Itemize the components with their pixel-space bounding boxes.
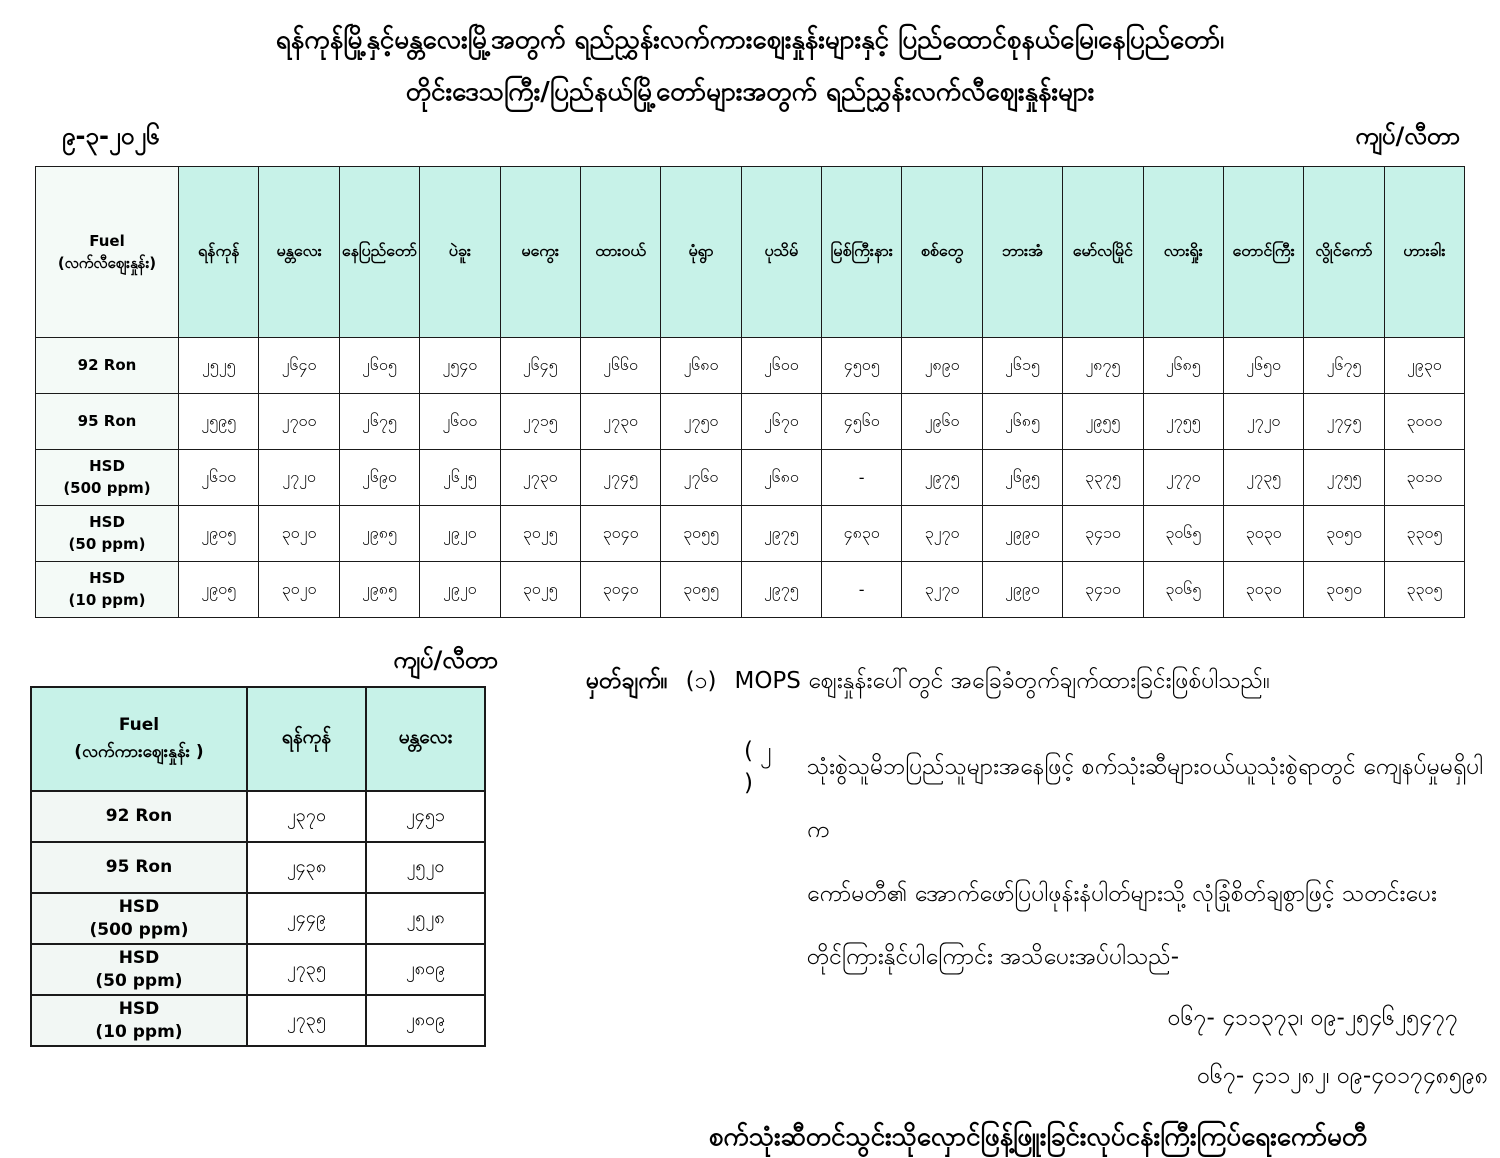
report-date: ၉-၃-၂၀၂၆ bbox=[62, 122, 160, 150]
price-cell: ၂၅၂၈ bbox=[366, 893, 485, 944]
price-row bbox=[31, 842, 485, 893]
price-cell: ၂၅၂၅ bbox=[179, 338, 259, 394]
price-cell: ၂၆၅၀ bbox=[1223, 338, 1303, 394]
price-cell: ၃၀၄၀ bbox=[580, 562, 660, 618]
fuel-row-label bbox=[36, 506, 179, 562]
price-row bbox=[36, 562, 1465, 618]
price-cell: ၂၇၅၀ bbox=[661, 394, 741, 450]
price-cell: ၂၉၇၅ bbox=[902, 450, 982, 506]
price-cell: ၂၆၁၅ bbox=[982, 338, 1062, 394]
price-cell: ၂၆၄၀ bbox=[259, 338, 339, 394]
price-cell: ၂၉၉၀ bbox=[982, 562, 1062, 618]
price-row bbox=[31, 893, 485, 944]
price-row bbox=[31, 791, 485, 842]
fuel-row-label bbox=[31, 893, 247, 944]
price-cell: ၃၃၀၅ bbox=[1384, 562, 1464, 618]
price-cell: ၂၆၄၅ bbox=[500, 338, 580, 394]
column-header-city: နေပြည်တော် bbox=[339, 167, 419, 338]
price-cell: ၃၀၅၅ bbox=[661, 506, 741, 562]
price-cell: ၂၄၃၈ bbox=[247, 842, 366, 893]
price-cell: ၂၆၉၅ bbox=[982, 450, 1062, 506]
notes-heading: မှတ်ချက်။ bbox=[586, 668, 668, 694]
price-cell: ၂၉၀၅ bbox=[179, 506, 259, 562]
price-cell: ၂၉၉၀ bbox=[982, 506, 1062, 562]
fuel-row-label bbox=[31, 842, 247, 893]
price-cell: ၂၇၃၀ bbox=[500, 450, 580, 506]
note2-line-1: သုံးစွဲသူမိဘပြည်သူများအနေဖြင့် စက်သုံးဆီများဝယ်ယူသုံးစွဲရာတွင် ကျေနပ်မှုမရှိပါက bbox=[806, 754, 1484, 844]
column-header-city: မော်လမြိုင် bbox=[1063, 167, 1143, 338]
price-cell: ၂၉၇၅ bbox=[741, 506, 821, 562]
fuel-row-label bbox=[31, 944, 247, 995]
price-cell: ၃၀၃၀ bbox=[1223, 562, 1303, 618]
fuel-name: HSD bbox=[89, 456, 125, 475]
fuel-row-label bbox=[36, 394, 179, 450]
column-header-city: ရန်ကုန် bbox=[179, 167, 259, 338]
price-cell: ၂၉၂၀ bbox=[420, 506, 500, 562]
price-cell: ၂၇၀၀ bbox=[259, 394, 339, 450]
fuel-row-label bbox=[36, 338, 179, 394]
price-cell: ၂၈၀၉ bbox=[366, 995, 485, 1046]
price-cell: ၂၆၁၀ bbox=[179, 450, 259, 506]
fuel-grade: (10 ppm) bbox=[95, 1021, 183, 1042]
unit-label-retail: ကျပ်/လီတာ bbox=[1355, 122, 1460, 150]
price-cell: ၃၀၆၅ bbox=[1143, 506, 1223, 562]
note-item-1 bbox=[586, 666, 1490, 700]
fuel-header-line2: (လက်လီဈေးနှုန်း) bbox=[57, 254, 157, 272]
price-cell: ၂၇၁၅ bbox=[500, 394, 580, 450]
price-cell: ၂၈၇၅ bbox=[1063, 338, 1143, 394]
price-cell: ၂၉၈၅ bbox=[339, 562, 419, 618]
price-cell: ၄၅၆၀ bbox=[822, 394, 902, 450]
note2-line-2: ကော်မတီ၏ အောက်ဖော်ပြပါဖုန်းနံပါတ်များသို့ လုံခြုံစိတ်ချစွာဖြင့် သတင်းပေး bbox=[806, 880, 1437, 907]
price-cell: ၂၅၉၅ bbox=[179, 394, 259, 450]
price-cell: ၃၂၇၀ bbox=[902, 562, 982, 618]
meta-row bbox=[0, 118, 1500, 162]
fuel-row-label bbox=[36, 562, 179, 618]
price-cell: ၃၀၂၀ bbox=[259, 562, 339, 618]
fuel-grade: (500 ppm) bbox=[89, 919, 189, 940]
wholesale-header-row bbox=[31, 687, 485, 791]
column-header-city: တောင်ကြီး bbox=[1223, 167, 1303, 338]
price-cell: ၃၀၂၅ bbox=[500, 562, 580, 618]
price-cell: ၃၀၃၀ bbox=[1223, 506, 1303, 562]
price-cell: ၂၆၀၀ bbox=[741, 338, 821, 394]
column-header-city: မုံရွာ bbox=[661, 167, 741, 338]
price-cell: ၂၉၈၅ bbox=[339, 506, 419, 562]
column-header-city: လားရှိုး bbox=[1143, 167, 1223, 338]
wholesale-price-table bbox=[30, 686, 486, 1047]
price-cell: ၂၅၄၀ bbox=[420, 338, 500, 394]
fuel-header-line2: (လက်ကားဈေးနှုန်း ) bbox=[74, 742, 204, 762]
fuel-grade: (10 ppm) bbox=[68, 590, 146, 609]
price-cell: ၂၇၆၀ bbox=[661, 450, 741, 506]
price-cell: ၂၄၄၉ bbox=[247, 893, 366, 944]
fuel-header-line1: Fuel bbox=[89, 231, 125, 250]
column-header-city: လွိုင်ကော် bbox=[1304, 167, 1384, 338]
price-cell: ၃၀၅၀ bbox=[1304, 506, 1384, 562]
price-cell: ၂၆၈၀ bbox=[661, 338, 741, 394]
fuel-grade: (50 ppm) bbox=[95, 970, 183, 991]
price-cell: ၂၃၇၀ bbox=[247, 791, 366, 842]
price-cell: ၃၀၅၀ bbox=[1304, 562, 1384, 618]
price-cell: ၃၄၁၀ bbox=[1063, 562, 1143, 618]
column-header-city: ရန်ကုန် bbox=[247, 687, 366, 791]
price-cell: ၄၅၀၅ bbox=[822, 338, 902, 394]
price-row bbox=[31, 944, 485, 995]
price-cell: ၂၆၂၅ bbox=[420, 450, 500, 506]
phone-number-1: ၀၆၇- ၄၁၁၃၇၃၊ ၀၉-၂၅၄၆၂၅၄၇၇ bbox=[1167, 1005, 1458, 1031]
price-cell: ၂၉၅၅ bbox=[1063, 394, 1143, 450]
note2-text bbox=[807, 736, 1490, 989]
fuel-name: HSD bbox=[118, 998, 160, 1019]
price-cell: ၂၇၇၀ bbox=[1143, 450, 1223, 506]
note-item-2 bbox=[744, 736, 1490, 989]
column-header-city: မန္တလေး bbox=[259, 167, 339, 338]
price-cell: ၂၉၂၀ bbox=[420, 562, 500, 618]
fuel-name: 95 Ron bbox=[77, 411, 137, 430]
retail-header-row bbox=[36, 167, 1465, 338]
column-header-city: မြစ်ကြီးနား bbox=[822, 167, 902, 338]
page-title bbox=[0, 0, 1500, 118]
price-cell: ၂၅၂၀ bbox=[366, 842, 485, 893]
retail-price-table bbox=[35, 166, 1465, 618]
price-cell: ၂၇၃၅ bbox=[247, 944, 366, 995]
column-header-city: ပုသိမ် bbox=[741, 167, 821, 338]
fuel-name: 95 Ron bbox=[105, 857, 173, 878]
price-cell: ၂၆၈၅ bbox=[982, 394, 1062, 450]
price-cell: ၃၀၄၀ bbox=[580, 506, 660, 562]
fuel-row-label bbox=[31, 791, 247, 842]
price-cell: ၂၉၃၀ bbox=[1384, 338, 1464, 394]
note1-text: MOPS ဈေးနှုန်းပေါ်တွင် အခြေခံတွက်ချက်ထားခြင်းဖြစ်ပါသည်။ bbox=[734, 668, 1270, 694]
price-cell: ၂၇၃၀ bbox=[580, 394, 660, 450]
price-cell: ၃၃၇၅ bbox=[1063, 450, 1143, 506]
fuel-name: HSD bbox=[89, 512, 125, 531]
fuel-name: 92 Ron bbox=[77, 355, 137, 374]
price-cell: ၂၇၅၅ bbox=[1143, 394, 1223, 450]
price-cell: ၂၈၀၉ bbox=[366, 944, 485, 995]
column-header-city: ပဲခူး bbox=[420, 167, 500, 338]
price-cell: ၂၉၆၀ bbox=[902, 394, 982, 450]
price-cell: ၂၈၉၀ bbox=[902, 338, 982, 394]
price-row bbox=[36, 338, 1465, 394]
price-cell: ၂၆၇၅ bbox=[1304, 338, 1384, 394]
fuel-column-header bbox=[31, 687, 247, 791]
price-cell: ၂၄၅၁ bbox=[366, 791, 485, 842]
price-cell: ၂၇၃၅ bbox=[1223, 450, 1303, 506]
price-cell: ၂၉၇၅ bbox=[741, 562, 821, 618]
fuel-name: 92 Ron bbox=[105, 806, 173, 827]
price-cell: ၂၆၆၀ bbox=[580, 338, 660, 394]
price-cell: ၃၀၂၅ bbox=[500, 506, 580, 562]
price-row bbox=[36, 394, 1465, 450]
wholesale-section bbox=[0, 644, 498, 1158]
price-cell: ၃၀၅၅ bbox=[661, 562, 741, 618]
fuel-name: HSD bbox=[89, 568, 125, 587]
price-cell: ၄၈၃၀ bbox=[822, 506, 902, 562]
fuel-name: HSD bbox=[118, 947, 160, 968]
unit-label-wholesale: ကျပ်/လီတာ bbox=[393, 646, 498, 674]
price-cell: - bbox=[822, 562, 902, 618]
title-line-2: တိုင်းဒေသကြီး/ပြည်နယ်မြို့တော်များအတွက် ရည်ညွှန်းလက်လီဈေးနှုန်းများ bbox=[405, 77, 1095, 107]
price-cell: ၃၀၁၀ bbox=[1384, 450, 1464, 506]
note2-number: ( ၂ ) bbox=[744, 738, 772, 796]
price-cell: ၂၇၂၀ bbox=[259, 450, 339, 506]
price-cell: ၂၆၀၀ bbox=[420, 394, 500, 450]
price-cell: ၃၃၀၅ bbox=[1384, 506, 1464, 562]
price-cell: ၂၆၈၅ bbox=[1143, 338, 1223, 394]
fuel-grade: (500 ppm) bbox=[63, 478, 151, 497]
price-cell: ၃၀၀၀ bbox=[1384, 394, 1464, 450]
fuel-header-line1: Fuel bbox=[118, 714, 160, 735]
note1-number: (၁) bbox=[685, 668, 717, 694]
price-row bbox=[31, 995, 485, 1046]
price-cell: ၃၂၇၀ bbox=[902, 506, 982, 562]
price-cell: ၃၀၆၅ bbox=[1143, 562, 1223, 618]
column-header-city: ထားဝယ် bbox=[580, 167, 660, 338]
phone-number-2: ၀၆၇- ၄၁၁၂၈၂၊ ၀၉-၄၀၁၇၄၈၅၉၈ bbox=[1197, 1063, 1488, 1089]
price-cell: - bbox=[822, 450, 902, 506]
column-header-city: စစ်တွေ bbox=[902, 167, 982, 338]
price-cell: ၂၉၀၅ bbox=[179, 562, 259, 618]
price-cell: ၂၆၉၀ bbox=[339, 450, 419, 506]
note2-line-3: တိုင်ကြားနိုင်ပါကြောင်း အသိပေးအပ်ပါသည်- bbox=[806, 943, 1180, 970]
fuel-row-label bbox=[36, 450, 179, 506]
fuel-row-label bbox=[31, 995, 247, 1046]
price-cell: ၂၇၂၀ bbox=[1223, 394, 1303, 450]
price-cell: ၂၇၄၅ bbox=[1304, 394, 1384, 450]
price-cell: ၂၇၅၅ bbox=[1304, 450, 1384, 506]
column-header-city: ဟားခါး bbox=[1384, 167, 1464, 338]
price-row bbox=[36, 506, 1465, 562]
price-cell: ၂၇၄၅ bbox=[580, 450, 660, 506]
column-header-city: မကွေး bbox=[500, 167, 580, 338]
price-cell: ၂၆၀၅ bbox=[339, 338, 419, 394]
column-header-city: ဘားအံ bbox=[982, 167, 1062, 338]
committee-footer: စက်သုံးဆီတင်သွင်းသိုလှောင်ဖြန့်ဖြူးခြင်းလုပ်ငန်းကြီးကြပ်ရေးကော်မတီ bbox=[708, 1122, 1368, 1152]
column-header-city: မန္တလေး bbox=[366, 687, 485, 791]
price-cell: ၂၆၇၅ bbox=[339, 394, 419, 450]
title-line-1: ရန်ကုန်မြို့နှင့်မန္တလေးမြို့အတွက် ရည်ညွှန်းလက်ကားဈေးနှုန်းများနှင့် ပြည်ထောင်စုနယ်မြေ၊နေပြည်တော်၊ bbox=[275, 25, 1225, 55]
fuel-name: HSD bbox=[118, 896, 160, 917]
price-cell: ၂၇၃၅ bbox=[247, 995, 366, 1046]
price-row bbox=[36, 450, 1465, 506]
price-cell: ၃၄၁၀ bbox=[1063, 506, 1143, 562]
notes-section bbox=[486, 644, 1500, 1158]
price-cell: ၂၆၇၀ bbox=[741, 394, 821, 450]
fuel-grade: (50 ppm) bbox=[68, 534, 146, 553]
price-cell: ၂၆၈၀ bbox=[741, 450, 821, 506]
fuel-column-header bbox=[36, 167, 179, 338]
bottom-section bbox=[0, 644, 1500, 1158]
price-cell: ၃၀၂၀ bbox=[259, 506, 339, 562]
